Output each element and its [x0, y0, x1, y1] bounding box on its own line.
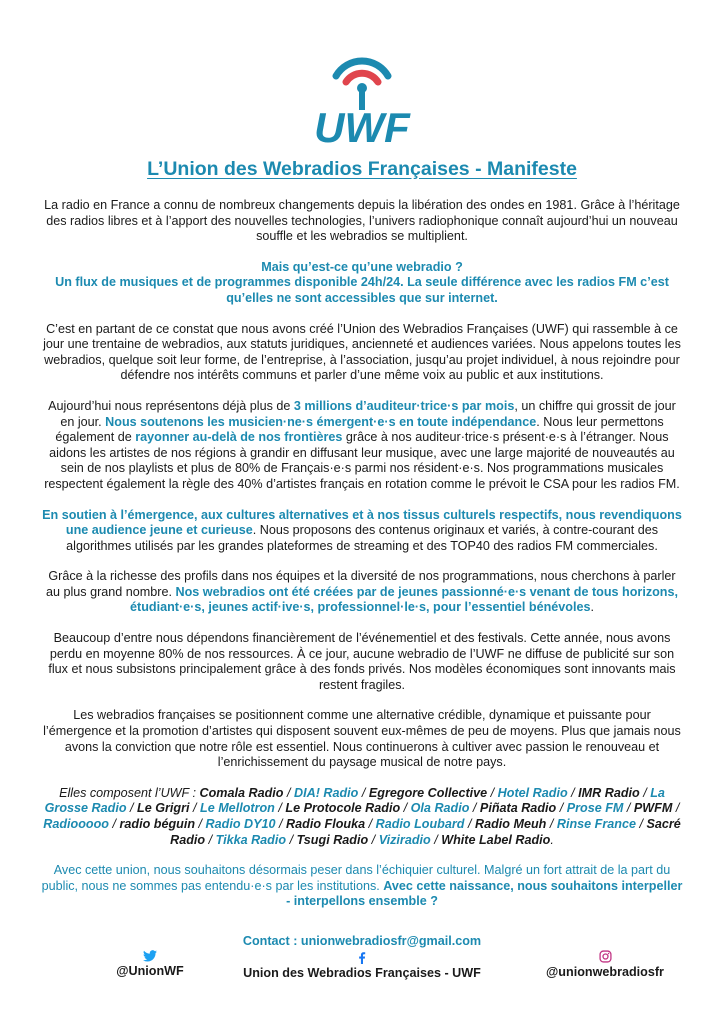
- member-radio-name: Egregore Collective: [368, 785, 488, 800]
- member-radio-name: Comala Radio: [199, 785, 284, 800]
- closing-highlight: Avec cette naissance, nous souhaitons interpeller - interpellons ensemble ?: [286, 878, 683, 909]
- profils-paragraph: [40, 569, 684, 616]
- member-separator: /: [274, 801, 286, 816]
- audience-text-2: , un chiffre qui grossit de jour en jour.: [60, 398, 676, 429]
- webradio-definition: [40, 260, 684, 307]
- member-radio-name: Tsugi Radio: [296, 832, 369, 847]
- closing-paragraph: [40, 863, 684, 910]
- twitter-icon: [143, 950, 157, 962]
- member-separator: /: [464, 817, 475, 831]
- member-radio-name: Sacré Radio: [170, 817, 681, 847]
- audience-paragraph: [40, 399, 684, 493]
- member-separator: /: [368, 832, 379, 847]
- contact-email[interactable]: Contact : unionwebradiosfr@gmail.com: [242, 934, 482, 948]
- intro-paragraph: La radio en France a connu de nombreux changements depuis la libération des ondes en 1981. Grâce à l’héritage des radios libres et à l’apport des nouvelles technologies, l’univers radiophonique connaît aujourd’hui un nouveau souffle et les webradios se multiplient.: [44, 198, 680, 244]
- facebook-link[interactable]: [222, 952, 502, 980]
- member-radio-name: IMR Radio: [578, 785, 640, 800]
- profils-text-2: .: [590, 600, 594, 615]
- member-separator: /: [126, 801, 138, 816]
- manifesto-body: [40, 198, 684, 925]
- facebook-icon: [358, 952, 366, 964]
- member-separator: /: [567, 785, 579, 800]
- member-radio-name: Tikka Radio: [215, 832, 287, 847]
- instagram-handle: @unionwebradiosfr: [546, 965, 664, 979]
- member-separator: /: [189, 801, 200, 816]
- member-radio-name: radio béguin: [119, 817, 196, 831]
- member-separator: /: [400, 801, 411, 816]
- audience-highlight-support: Nous soutenons les musicien·ne·s émergent·e·s en toute indépendance: [105, 414, 537, 429]
- member-separator: /: [639, 785, 651, 800]
- member-separator: /: [195, 817, 206, 831]
- page-title: L’Union des Webradios Françaises - Manifeste: [147, 158, 577, 180]
- member-radio-name: Radio Flouka: [286, 817, 366, 831]
- member-radio-name: Le Mellotron: [200, 801, 275, 816]
- member-separator: /: [365, 817, 376, 831]
- member-radio-name: Radio DY10: [205, 817, 276, 831]
- member-radio-name: Radio Loubard: [375, 817, 465, 831]
- member-separator: /: [358, 785, 369, 800]
- instagram-link[interactable]: [520, 950, 690, 979]
- member-separator: /: [275, 817, 287, 831]
- members-intro: Elles composent l’UWF :: [59, 785, 200, 800]
- member-radio-name: Le Grigri: [137, 801, 190, 816]
- uwf-logo: [302, 38, 422, 148]
- member-separator: /: [286, 832, 297, 847]
- member-radio-name: La Grosse Radio: [44, 785, 665, 816]
- member-separator: /: [108, 817, 120, 831]
- member-separator: .: [550, 832, 554, 847]
- member-radio-name: Viziradio: [378, 832, 431, 847]
- logo-text: UWF: [314, 104, 410, 148]
- constat-paragraph: C’est en partant de ce constat que nous avons créé l’Union des Webradios Françaises (UWF) qui rassemble à ce jour une trentaine de webradios, aux statuts juridiques, ancienneté et audiences variées. Nous appelons toutes les webradios, quelque soit leur forme, de l’entreprise, à l’association, jusqu’au projet individuel, à nous rejoindre pour défendre nos intérêts communs et parler d’une même voix au public et aux institutions.: [43, 321, 681, 383]
- member-separator: /: [635, 817, 647, 831]
- members-list: [40, 786, 684, 848]
- definition-question: Mais qu’est-ce qu’une webradio ?: [261, 259, 463, 274]
- member-separator: /: [623, 801, 634, 816]
- member-radio-name: White Label Radio: [441, 832, 551, 847]
- finance-paragraph: Beaucoup d’entre nous dépendons financièrement de l’événementiel et des festivals. Cette année, nous avons perdu en moyenne 80% de nos ressources. À ce jour, aucune webradio de l’UWF ne diffuse de publicité sur son flux et nous subsistons principalement grâce à des fonds privés. Nos modèles économiques sont innovants mais restent fragiles.: [48, 631, 676, 692]
- audience-text-1: Aujourd’hui nous représentons déjà plus de: [48, 398, 294, 413]
- member-radio-name: Prose FM: [566, 801, 624, 816]
- member-radio-name: DIA! Radio: [294, 785, 359, 800]
- facebook-page-name: Union des Webradios Françaises - UWF: [243, 966, 481, 980]
- member-separator: /: [205, 832, 216, 847]
- alternative-paragraph: Les webradios françaises se positionnent comme une alternative crédible, dynamique et puissante pour l’émergence et la promotion d’artistes qui disposent souvent eux-mêmes de peu de moyens. Plus que jamais nous avons la conviction que notre rôle est essentiel. Nous continuerons à cultiver avec passion le renouveau et l’enrichissement du paysage musical de notre pays.: [43, 708, 681, 770]
- audience-text-4: grâce à nos auditeur·trice·s présent·e·s à l’étranger. Nous aidons les artistes de nos régions à grandir en diffusant leur musique, avec une large majorité de nouveautés au sein de nos playlists et plus de 80% de Français·e·s parmi nos résident·e·s. Nos programmations musicales respectent également la règle des 40% d’artistes français en rotation comme le prévoit le CSA pour les radios FM.: [44, 430, 680, 491]
- member-radio-name: Radiooooo: [43, 817, 109, 831]
- radio-antenna-icon: [302, 38, 422, 148]
- emergence-highlight: En soutien à l’émergence, aux cultures alternatives et à nos tissus culturels respectifs, nous revendiquons une audience jeune et curieuse: [42, 507, 682, 538]
- audience-highlight-listeners: 3 millions d’auditeur·trice·s par mois: [293, 398, 515, 413]
- member-radio-name: Rinse France: [556, 817, 636, 831]
- member-radio-name: PWFM: [633, 801, 673, 816]
- member-radio-name: Hotel Radio: [497, 785, 568, 800]
- member-radio-name: Le Protocole Radio: [285, 801, 401, 816]
- emergence-text: . Nous proposons des contenus originaux et variés, à contre-courant des algorithmes utilisés par les grandes plateformes de streaming et des TOP40 des radios FM commerciales.: [66, 523, 659, 553]
- profils-highlight: Nos webradios ont été créées par de jeunes passionné·e·s venant de tous horizons, étudiant·e·s, jeunes actif·ive·s, professionnel·le·s, pour l’essentiel bénévoles: [130, 584, 678, 615]
- member-separator: /: [430, 832, 442, 847]
- profils-text-1: Grâce à la richesse des profils dans nos équipes et la diversité de nos programmations, nous cherchons à parler au plus grand nombre.: [45, 569, 676, 599]
- instagram-icon: [599, 950, 612, 963]
- closing-text: Avec cette union, nous souhaitons désormais peser dans l’échiquier culturel. Malgré un fort attrait de la part du public, nous ne sommes pas entendu·e·s par les institutions.: [41, 863, 671, 893]
- definition-answer: Un flux de musiques et de programmes disponible 24h/24. La seule différence avec les radios FM c’est qu’elles ne sont accessibles que sur internet.: [55, 275, 669, 305]
- member-separator: /: [283, 785, 294, 800]
- member-radio-name: Piñata Radio: [479, 801, 557, 816]
- twitter-handle: @UnionWF: [116, 964, 184, 978]
- member-radio-name: Ola Radio: [410, 801, 470, 816]
- audience-text-3: . Nous leur permettons également de: [55, 414, 664, 445]
- twitter-link[interactable]: [90, 950, 210, 978]
- member-separator: /: [556, 801, 567, 816]
- audience-highlight-borders: rayonner au-delà de nos frontières: [135, 430, 343, 445]
- footer-social: [0, 950, 724, 990]
- member-separator: /: [487, 785, 498, 800]
- member-separator: /: [546, 817, 557, 831]
- member-radio-name: Radio Meuh: [474, 817, 547, 831]
- emergence-paragraph: [40, 508, 684, 555]
- member-separator: /: [469, 801, 480, 816]
- member-separator: /: [672, 801, 680, 816]
